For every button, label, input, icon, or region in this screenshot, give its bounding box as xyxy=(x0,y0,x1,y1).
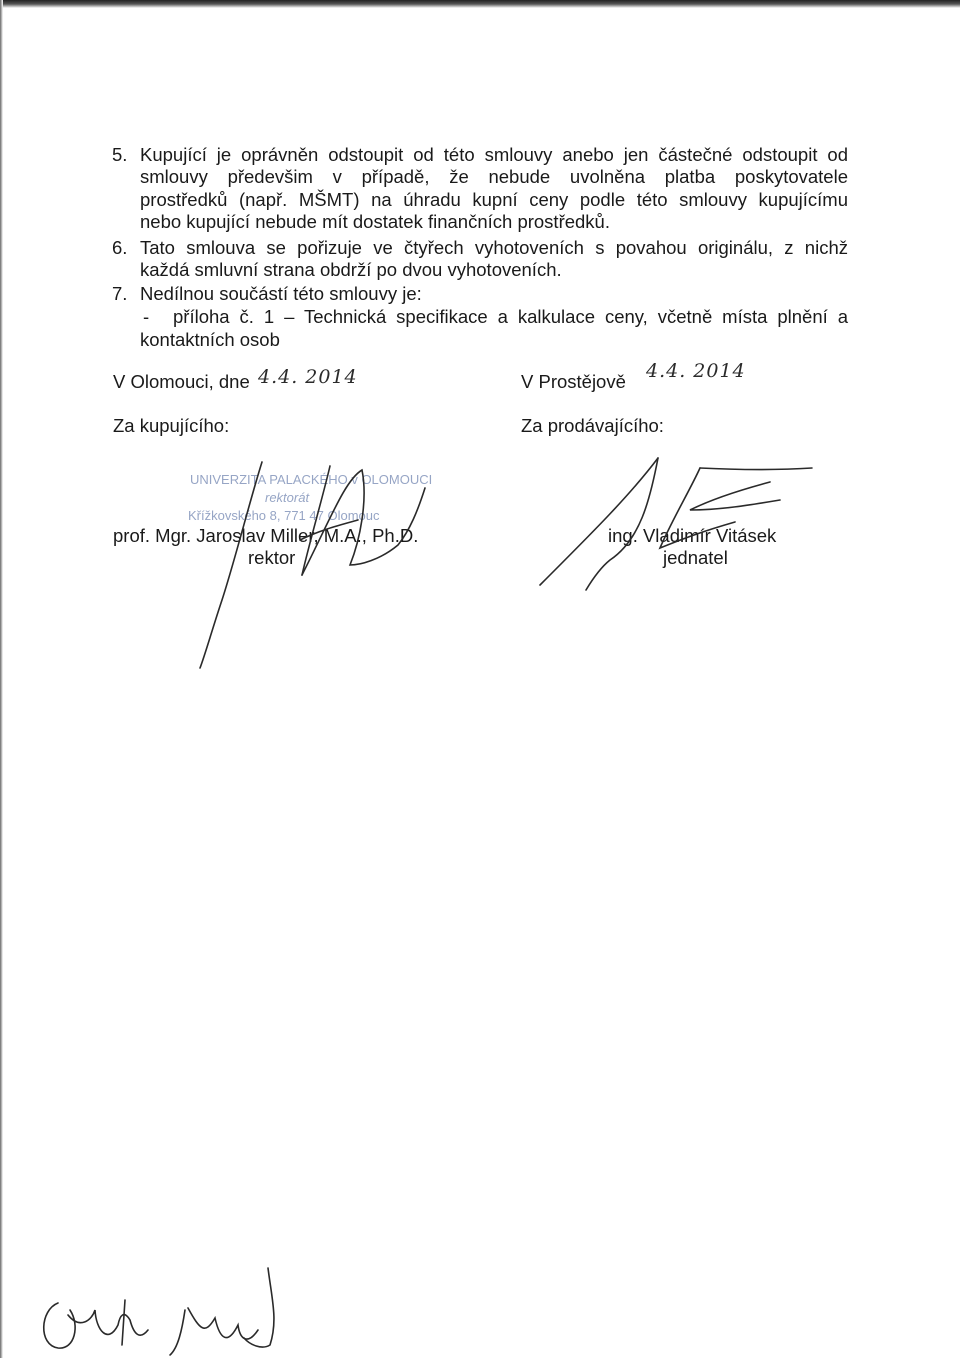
clause-line: prostředků (např. MŠMT) na úhradu kupní ceny podle této smlouvy kupujícímu xyxy=(140,189,848,210)
clause-line: nebo kupující nebude mít dostatek finančních prostředků. xyxy=(140,211,610,232)
clause-number: 6. xyxy=(112,237,128,258)
clause-number: 5. xyxy=(112,144,128,165)
seller-caption: Za prodávajícího: xyxy=(521,415,664,436)
attachment-line: příloha č. 1 – Technická specifikace a kalkulace ceny, včetně místa plnění a xyxy=(173,306,848,327)
attachment-line: kontaktních osob xyxy=(140,329,280,350)
buyer-signatory-name: prof. Mgr. Jaroslav Miller, M.A., Ph.D. xyxy=(113,525,419,546)
clause-line: každá smluvní strana obdrží po dvou vyhotoveních. xyxy=(140,259,562,280)
buyer-handwritten-date: 4.4. 2014 xyxy=(258,366,358,388)
stamp-line: rektorát xyxy=(265,490,310,505)
clause-line: smlouvy předevšim v případě, že nebude uvolněna platba poskytovatele xyxy=(140,166,848,187)
buyer-place-label: V Olomouci, dne xyxy=(113,371,250,392)
attachment-dash: - xyxy=(143,306,150,327)
clause-line: Tato smlouva se pořizuje ve čtyřech vyhotoveních s povahou originálu, z nichž xyxy=(140,237,848,258)
buyer-signatory-role: rektor xyxy=(248,547,296,568)
buyer-caption: Za kupujícího: xyxy=(113,415,230,436)
scan-left-edge xyxy=(0,0,3,1358)
clause-line: Kupující je oprávněn odstoupit od této smlouvy anebo jen částečné odstoupit od xyxy=(140,144,848,165)
stamp-line: Křížkovského 8, 771 47 Olomouc xyxy=(188,508,380,523)
scan-top-edge xyxy=(0,0,960,8)
seller-handwritten-date: 4.4. 2014 xyxy=(646,360,746,382)
stamp-line: UNIVERZITA PALACKÉHO v OLOMOUCI xyxy=(190,472,433,487)
seller-signatory-name: ing. Vladimír Vitásek xyxy=(608,525,777,546)
seller-signatory-role: jednatel xyxy=(663,547,728,568)
seller-place-label: V Prostějově xyxy=(521,371,626,392)
clause-number: 7. xyxy=(112,283,128,304)
clause-line: Nedílnou součástí této smlouvy je: xyxy=(140,283,422,304)
